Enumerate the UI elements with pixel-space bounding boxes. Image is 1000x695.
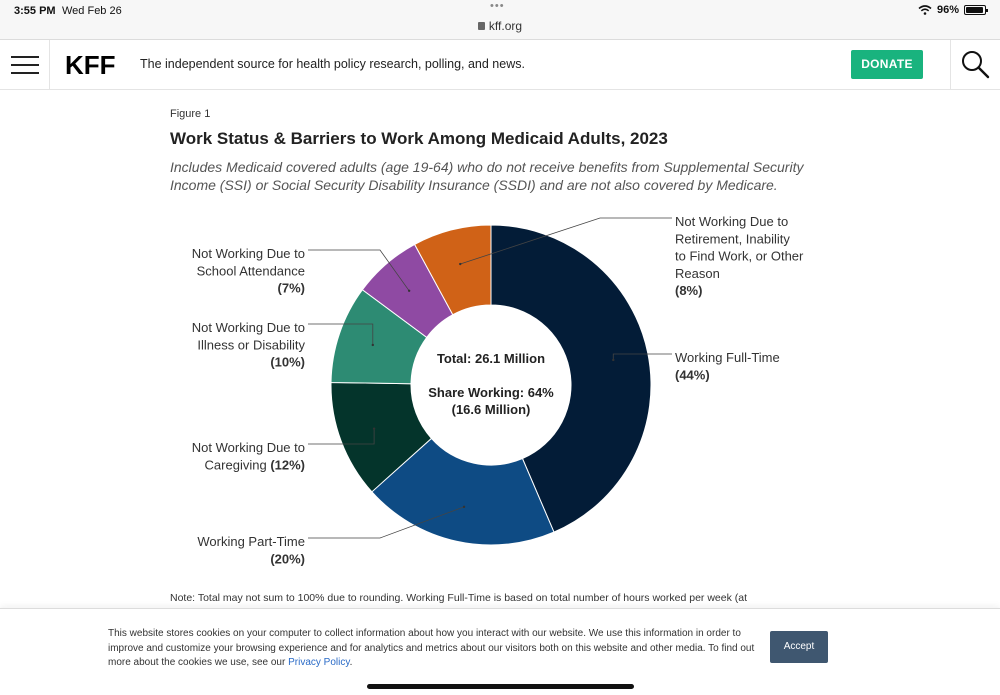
- url-text: kff.org: [488, 19, 523, 33]
- leader-dot-3: [372, 344, 374, 346]
- site-tagline: The independent source for health policy research, polling, and news.: [140, 57, 525, 71]
- cookie-banner: [0, 608, 1000, 695]
- leader-dot-0: [612, 359, 614, 361]
- leader-dot-4: [408, 290, 410, 292]
- slice-pct-3: (10%): [270, 354, 305, 370]
- slice-pct-4: (7%): [277, 280, 305, 296]
- figure-note: Note: Total may not sum to 100% due to rounding. Working Full-Time is based on total number of hours worked per week (at: [170, 592, 748, 604]
- center-text-1: Share Working: 64%: [428, 385, 554, 400]
- slice-label-1: Working Part-Time: [197, 534, 305, 549]
- cookie-text: [108, 627, 760, 671]
- slice-pct-0: (44%): [675, 367, 710, 383]
- home-indicator[interactable]: [367, 684, 634, 689]
- slice-label-4: Not Working Due to: [191, 246, 305, 261]
- status-time: 3:55 PM: [14, 5, 56, 17]
- figure-subtitle: Includes Medicaid covered adults (age 19-64) who do not receive benefits from Supplemental Security Income (SSI) or Social Security Disability Insurance (SSDI) and are not also covered by Medicare.: [170, 159, 804, 193]
- more-dots-icon[interactable]: •••: [490, 0, 505, 12]
- leader-dot-2: [373, 427, 375, 429]
- cookie-suffix: .: [349, 657, 353, 668]
- slice-label-3: Not Working Due to: [191, 320, 305, 335]
- slice-label-5: Not Working Due to: [675, 214, 789, 229]
- slice-label-2: Caregiving (12%): [204, 457, 305, 473]
- figure-label: Figure 1: [170, 108, 211, 120]
- leader-dot-5: [459, 263, 461, 265]
- slice-label-2: Not Working Due to: [191, 440, 305, 455]
- slice-label-0: Working Full-Time: [675, 350, 780, 365]
- figure-title: Work Status & Barriers to Work Among Medicaid Adults, 2023: [170, 129, 668, 148]
- status-date: Wed Feb 26: [62, 5, 122, 17]
- slice-label-4: School Attendance: [196, 263, 305, 279]
- kff-logo[interactable]: KFF: [65, 50, 116, 80]
- battery-percent: 96%: [936, 4, 959, 16]
- slice-pct-1: (20%): [270, 551, 305, 567]
- cookie-message: This website stores cookies on your computer to collect information about how you interact with our website. We use this information in order to improve and customize your browsing experience and for analytics and metrics about our visitors both on this website and other media. To find out more about the cookies we use, see our: [108, 628, 755, 668]
- slice-label-5: to Find Work, or Other: [675, 248, 804, 264]
- slice-label-3: Illness or Disability: [197, 337, 305, 353]
- slice-label-5: Reason: [675, 265, 720, 281]
- slice-pct-5: (8%): [675, 283, 703, 299]
- slice-pct-2: (12%): [270, 457, 305, 473]
- center-text-0: Total: 26.1 Million: [436, 351, 546, 366]
- privacy-policy-link[interactable]: Privacy Policy: [288, 657, 350, 668]
- donate-button[interactable]: DONATE: [851, 50, 923, 79]
- center-text-2: (16.6 Million): [451, 402, 531, 417]
- accept-button[interactable]: Accept: [770, 631, 828, 663]
- slice-label-5: Retirement, Inability: [675, 231, 790, 247]
- leader-dot-1: [463, 506, 465, 508]
